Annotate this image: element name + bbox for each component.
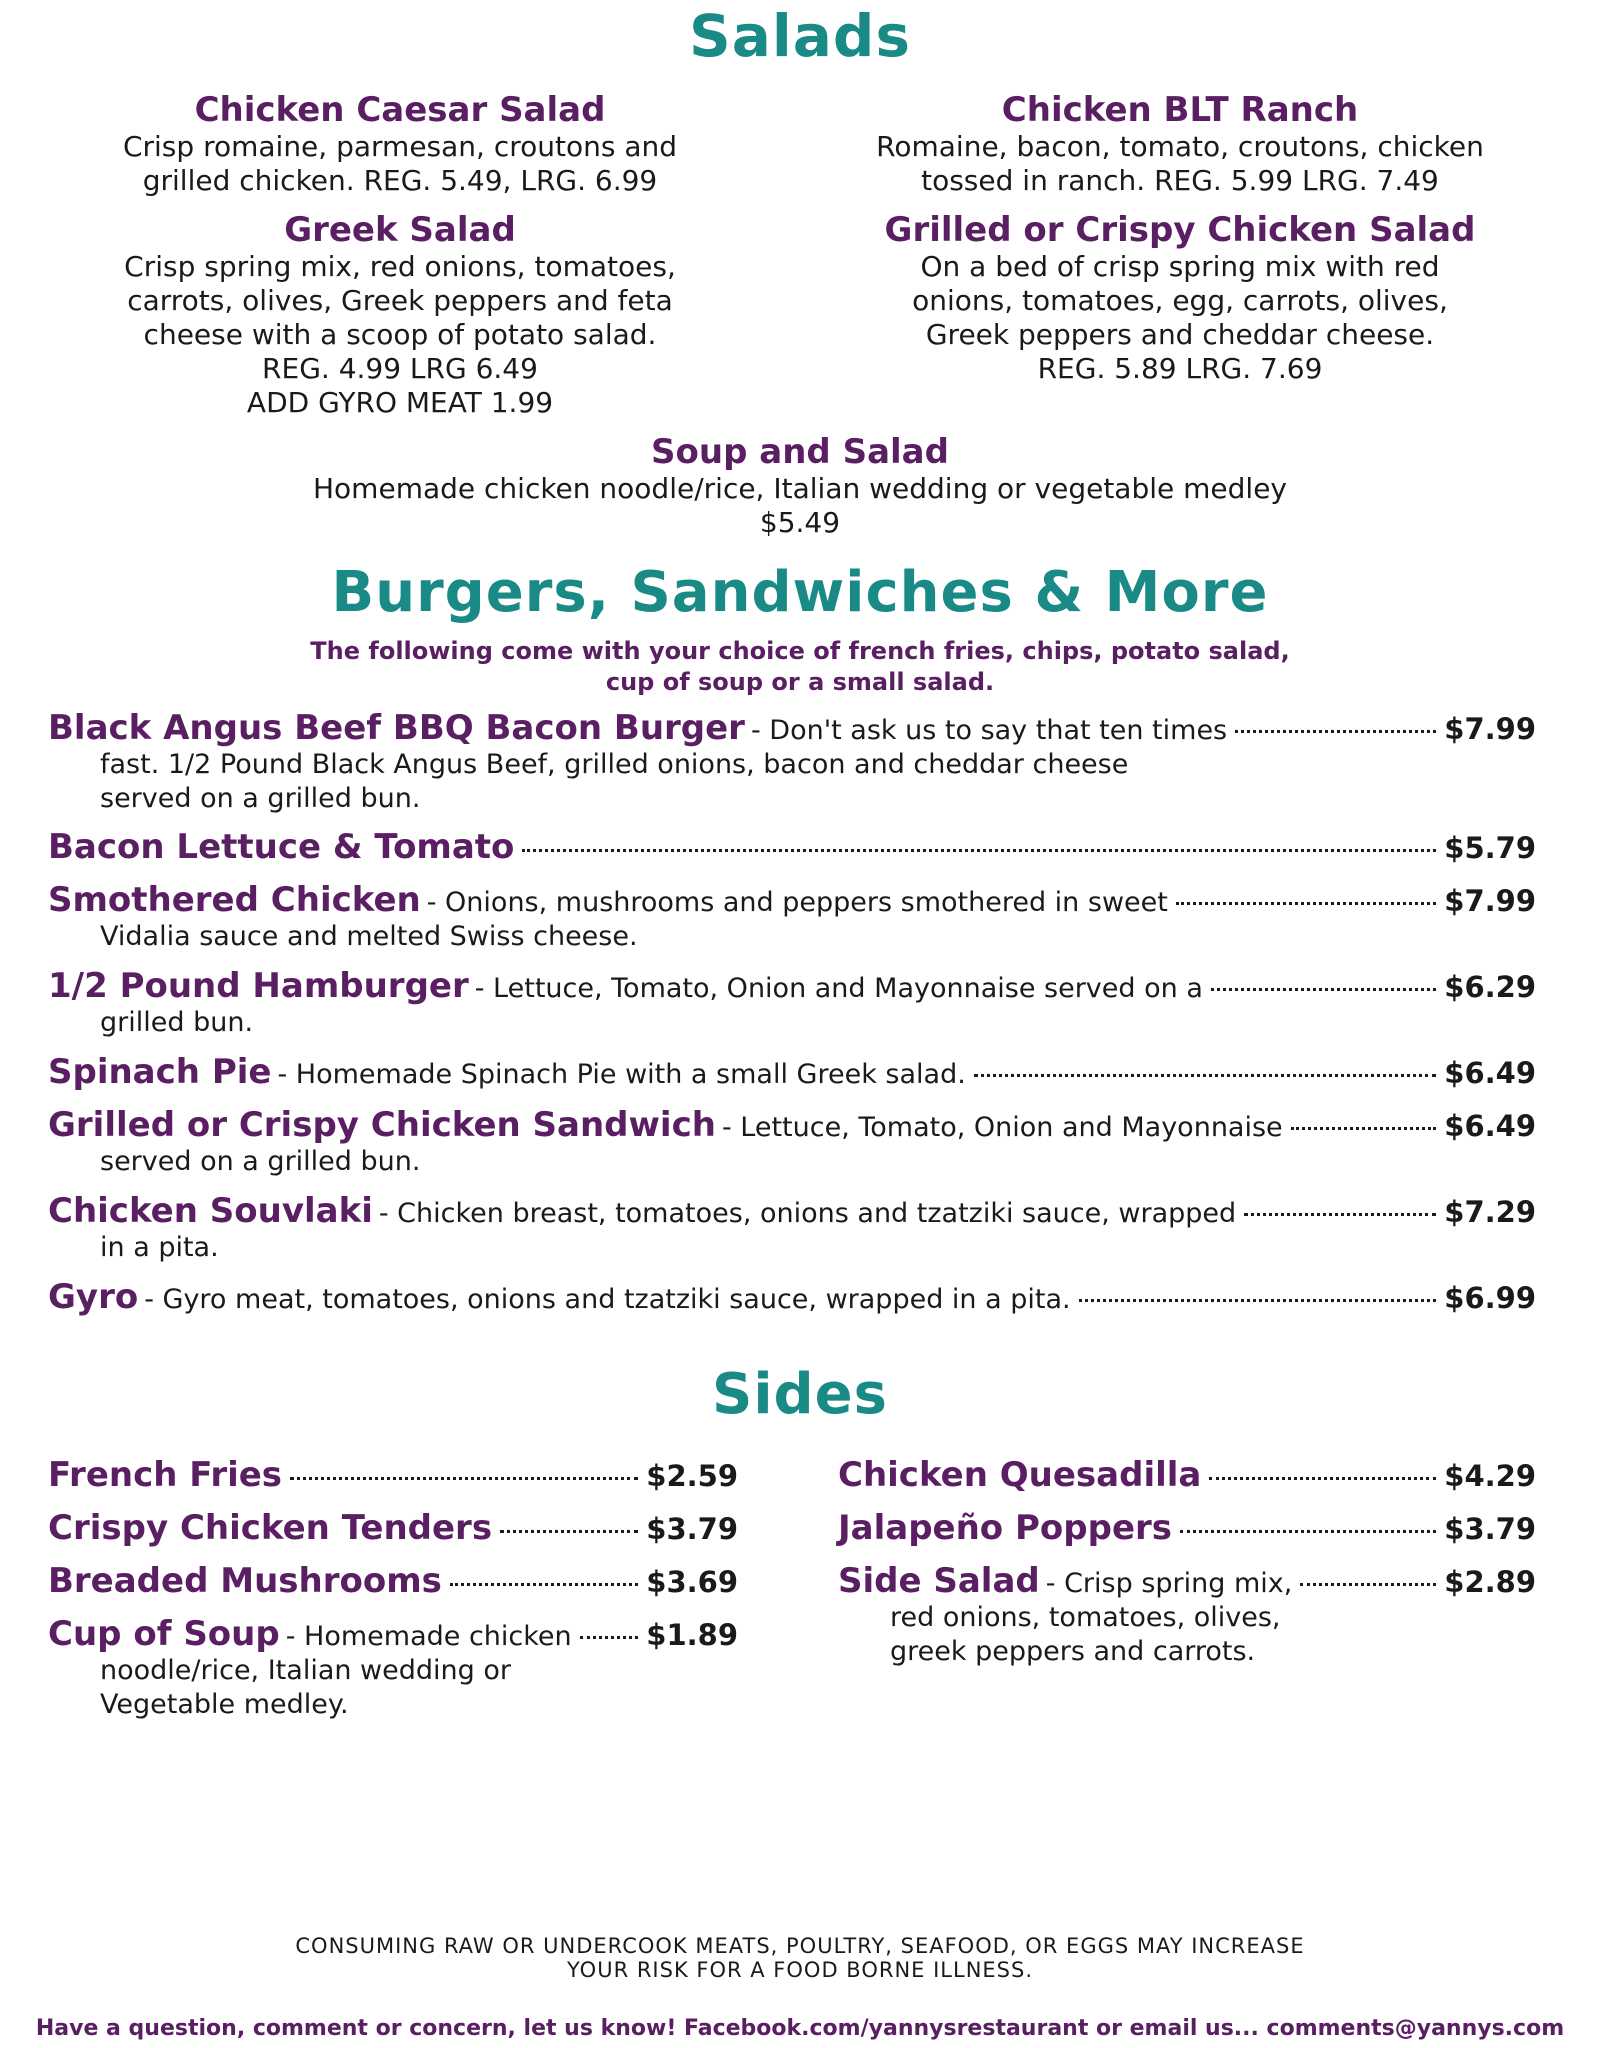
- side-item-price: $4.29: [1444, 1459, 1536, 1493]
- leader-dots: [290, 1477, 638, 1480]
- menu-item-price: $6.29: [1444, 970, 1536, 1004]
- salad-name: Chicken Caesar Salad: [194, 90, 606, 130]
- menu-item-price: $6.99: [1444, 1281, 1536, 1315]
- side-item: [48, 1561, 738, 1601]
- leader-dots: [1209, 1477, 1436, 1480]
- leader-dots: [1180, 1530, 1436, 1533]
- menu-item: [48, 880, 1536, 954]
- menu-item-desc-cont: Vidalia sauce and melted Swiss cheese.: [100, 921, 638, 952]
- leader-dots: [522, 849, 1436, 852]
- menu-item-desc: - Gyro meat, tomatoes, onions and tzatziki sauce, wrapped in a pita.: [144, 1284, 1071, 1315]
- leader-dots: [1300, 1583, 1436, 1586]
- menu-item: [48, 1277, 1536, 1317]
- salad-item-greek: [60, 210, 740, 420]
- menu-item: [48, 1105, 1536, 1179]
- menu-item-name: Smothered Chicken: [48, 880, 421, 920]
- salad-item-chicken-caesar: [60, 90, 740, 198]
- menu-item: [48, 708, 1536, 816]
- salad-desc-line: Crisp romaine, parmesan, croutons and: [122, 130, 678, 163]
- side-item: [838, 1508, 1536, 1548]
- warning-line: CONSUMING RAW OR UNDERCOOK MEATS, POULTRY, SEAFOOD, OR EGGS MAY INCREASE: [295, 1934, 1305, 1958]
- menu-item: [48, 827, 1536, 867]
- menu-item-desc-cont: served on a grilled bun.: [100, 1146, 421, 1177]
- side-item-price: $3.79: [1444, 1512, 1536, 1546]
- salads-title: Salads: [689, 2, 911, 70]
- salad-desc-line: cheese with a scoop of potato salad.: [143, 318, 657, 351]
- side-item: [48, 1455, 738, 1495]
- contact-line: Have a question, comment or concern, let us know! Facebook.com/yannysrestaurant or email us... comments@yannys.com: [35, 2016, 1565, 2041]
- salad-desc-line: carrots, olives, Greek peppers and feta: [127, 284, 673, 317]
- burgers-title: Burgers, Sandwiches & More: [331, 560, 1269, 625]
- menu-item-name: Chicken Souvlaki: [48, 1191, 373, 1231]
- salad-desc-line: Romaine, bacon, tomato, croutons, chicken: [876, 130, 1484, 163]
- side-item-price: $3.69: [646, 1565, 738, 1599]
- side-item-price: $2.89: [1444, 1565, 1536, 1599]
- side-item: [48, 1614, 738, 1722]
- menu-item: [48, 1052, 1536, 1092]
- sides-title: Sides: [712, 1362, 888, 1427]
- menu-item-desc: - Chicken breast, tomatoes, onions and tzatziki sauce, wrapped: [378, 1198, 1237, 1229]
- menu-item-price: $5.79: [1444, 831, 1536, 865]
- salad-desc-line: onions, tomatoes, egg, carrots, olives,: [912, 284, 1448, 317]
- side-item-name: Chicken Quesadilla: [838, 1455, 1202, 1495]
- menu-item-name: Spinach Pie: [48, 1052, 272, 1092]
- salad-desc-line: Greek peppers and cheddar cheese.: [925, 318, 1435, 351]
- side-item-desc: - Crisp spring mix,: [1045, 1568, 1293, 1599]
- burgers-note-line: cup of soup or a small salad.: [605, 668, 995, 696]
- soup-salad-name: Soup and Salad: [651, 432, 949, 472]
- menu-item-desc: - Don't ask us to say that ten times: [750, 715, 1228, 746]
- leader-dots: [1291, 1127, 1437, 1130]
- soup-salad-price: $5.49: [759, 506, 841, 539]
- side-item-name: Cup of Soup: [48, 1614, 280, 1654]
- side-item-desc-cont: noodle/rice, Italian wedding or: [100, 1655, 511, 1686]
- side-item: [838, 1561, 1536, 1669]
- side-item-name: Side Salad: [838, 1561, 1040, 1601]
- leader-dots: [1176, 902, 1436, 905]
- menu-item-desc-cont: served on a grilled bun.: [100, 783, 421, 814]
- leader-dots: [974, 1074, 1436, 1077]
- side-item-name: Breaded Mushrooms: [48, 1561, 442, 1601]
- salad-desc-line: ADD GYRO MEAT 1.99: [246, 386, 554, 419]
- menu-item-price: $6.49: [1444, 1109, 1536, 1143]
- burgers-note-line: The following come with your choice of french fries, chips, potato salad,: [310, 637, 1290, 665]
- salad-name: Chicken BLT Ranch: [1001, 90, 1359, 130]
- salad-item-chicken-blt-ranch: [840, 90, 1520, 198]
- side-item-name: Jalapeño Poppers: [838, 1508, 1173, 1548]
- side-item: [48, 1508, 738, 1548]
- salad-desc-line: REG. 5.89 LRG. 7.69: [1037, 352, 1323, 385]
- leader-dots: [1079, 1299, 1437, 1302]
- salad-name: Grilled or Crispy Chicken Salad: [884, 210, 1476, 250]
- menu-item-desc: - Lettuce, Tomato, Onion and Mayonnaise: [721, 1112, 1283, 1143]
- menu-item-price: $6.49: [1444, 1056, 1536, 1090]
- leader-dots: [500, 1530, 638, 1533]
- leader-dots: [1211, 988, 1436, 991]
- menu-item-desc: - Onions, mushrooms and peppers smothered in sweet: [426, 887, 1168, 918]
- side-item-desc-cont: Vegetable medley.: [100, 1689, 349, 1720]
- menu-item-name: Black Angus Beef BBQ Bacon Burger: [48, 708, 745, 748]
- salad-desc-line: On a bed of crisp spring mix with red: [920, 250, 1440, 283]
- menu-item: [48, 966, 1536, 1040]
- menu-item-desc-cont: fast. 1/2 Pound Black Angus Beef, grilled onions, bacon and cheddar cheese: [100, 749, 1129, 780]
- food-safety-warning: [0, 1934, 1600, 1982]
- side-item-name: Crispy Chicken Tenders: [48, 1508, 493, 1548]
- menu-item-desc: - Homemade Spinach Pie with a small Greek salad.: [277, 1059, 966, 1090]
- leader-dots: [450, 1583, 638, 1586]
- salad-desc-line: grilled chicken. REG. 5.49, LRG. 6.99: [142, 164, 658, 197]
- leader-dots: [1235, 730, 1436, 733]
- side-item-price: $2.59: [646, 1459, 738, 1493]
- menu-item-desc-cont: grilled bun.: [100, 1007, 254, 1038]
- side-item: [838, 1455, 1536, 1495]
- side-item-desc-cont: greek peppers and carrots.: [890, 1636, 1256, 1667]
- soup-and-salad: [0, 432, 1600, 540]
- burgers-note: [0, 636, 1600, 698]
- side-item-name: French Fries: [48, 1455, 283, 1495]
- menu-item-price: $7.99: [1444, 884, 1536, 918]
- menu-item-name: Bacon Lettuce & Tomato: [48, 827, 515, 867]
- warning-line: YOUR RISK FOR A FOOD BORNE ILLNESS.: [566, 1958, 1034, 1982]
- soup-salad-desc: Homemade chicken noodle/rice, Italian wedding or vegetable medley: [313, 472, 1287, 505]
- menu-item-desc: - Lettuce, Tomato, Onion and Mayonnaise served on a: [474, 973, 1203, 1004]
- side-item-desc: - Homemade chicken: [285, 1621, 572, 1652]
- leader-dots: [580, 1636, 639, 1639]
- menu-item-price: $7.29: [1444, 1195, 1536, 1229]
- leader-dots: [1244, 1213, 1436, 1216]
- menu-item-name: 1/2 Pound Hamburger: [48, 966, 469, 1006]
- salad-desc-line: REG. 4.99 LRG 6.49: [262, 352, 538, 385]
- menu-item-desc-cont: in a pita.: [100, 1232, 219, 1263]
- salad-item-grilled-crispy-chicken: [840, 210, 1520, 386]
- side-item-desc-cont: red onions, tomatoes, olives,: [890, 1602, 1281, 1633]
- salad-name: Greek Salad: [284, 210, 516, 250]
- side-item-price: $3.79: [646, 1512, 738, 1546]
- side-item-price: $1.89: [646, 1618, 738, 1652]
- menu-item-price: $7.99: [1444, 712, 1536, 746]
- menu-item: [48, 1191, 1536, 1265]
- salad-desc-line: Crisp spring mix, red onions, tomatoes,: [124, 250, 676, 283]
- salad-desc-line: tossed in ranch. REG. 5.99 LRG. 7.49: [921, 164, 1439, 197]
- menu-item-name: Grilled or Crispy Chicken Sandwich: [48, 1105, 716, 1145]
- menu-item-name: Gyro: [48, 1277, 139, 1317]
